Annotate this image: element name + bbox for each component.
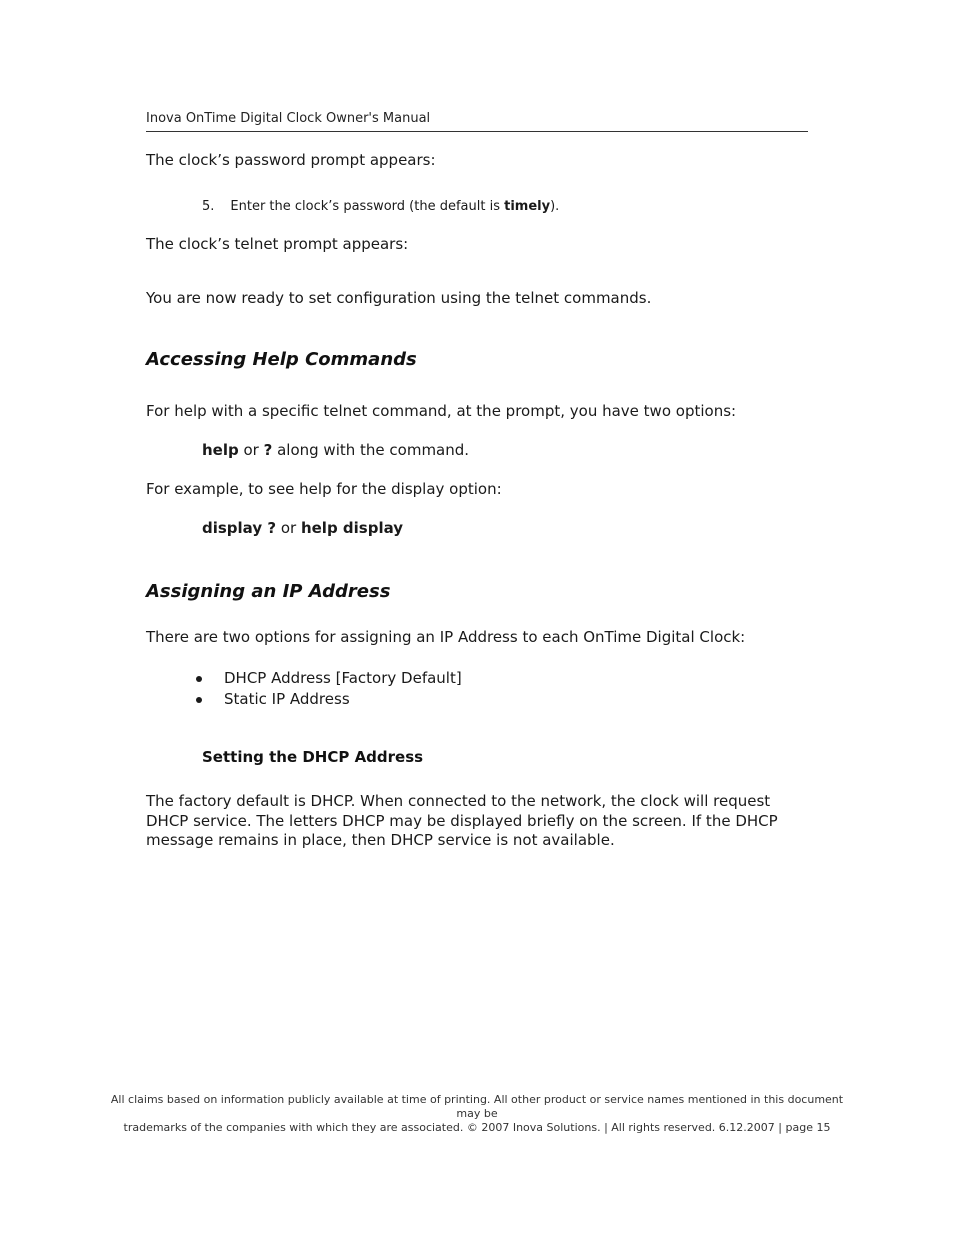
help-option-or: or bbox=[238, 441, 264, 459]
telnet-prompt-text: The clock’s telnet prompt appears: bbox=[146, 235, 409, 253]
list-item bbox=[196, 669, 462, 690]
ip-address-heading: Assigning an IP Address bbox=[146, 581, 391, 602]
help-command: help bbox=[202, 441, 239, 459]
list-item bbox=[196, 690, 462, 711]
help-intro-text: For help with a specific telnet command, at the prompt, you have two options: bbox=[146, 402, 737, 420]
step-number: 5. bbox=[202, 199, 215, 214]
dhcp-paragraph: The factory default is DHCP. When connected to the network, the clock will request DHCP service. The letters DHCP may be displayed briefly on the screen. If the DHCP message remains in place, then DHCP service is not available. bbox=[146, 792, 778, 849]
question-command: ? bbox=[263, 441, 273, 459]
step-5 bbox=[202, 198, 559, 215]
example-intro-text: For example, to see help for the display option: bbox=[146, 480, 502, 498]
bullet-icon bbox=[196, 697, 202, 703]
example-or: or bbox=[276, 519, 301, 537]
running-header: Inova OnTime Digital Clock Owner's Manual bbox=[146, 111, 431, 126]
step-text-before: Enter the clock’s password (the default is bbox=[230, 199, 505, 214]
page-footer bbox=[100, 1093, 854, 1135]
password-prompt-text: The clock’s password prompt appears: bbox=[146, 151, 436, 169]
example-command-2: help display bbox=[300, 519, 404, 537]
step-text-after: ). bbox=[550, 199, 560, 214]
header-divider bbox=[146, 131, 808, 132]
help-option-rest: along with the command. bbox=[272, 441, 470, 459]
list-item-text: Static IP Address bbox=[224, 690, 350, 708]
ready-text: You are now ready to set configuration using the telnet commands. bbox=[146, 289, 652, 307]
dhcp-subheading: Setting the DHCP Address bbox=[202, 748, 424, 766]
footer-line-1: All claims based on information publicly available at time of printing. All other product or service names mentioned in this document may be bbox=[110, 1093, 844, 1120]
example-line bbox=[202, 519, 403, 538]
footer-line-2: trademarks of the companies with which they are associated. © 2007 Inova Solutions. | All rights reserved. 6.12.2007 | page 15 bbox=[123, 1121, 831, 1134]
help-option-line bbox=[202, 441, 469, 460]
list-item-text: DHCP Address [Factory Default] bbox=[224, 669, 462, 687]
help-commands-heading: Accessing Help Commands bbox=[146, 349, 417, 370]
example-command-1: display ? bbox=[202, 519, 277, 537]
ip-options-list bbox=[196, 669, 462, 711]
bullet-icon bbox=[196, 676, 202, 682]
ip-intro-text: There are two options for assigning an IP Address to each OnTime Digital Clock: bbox=[146, 628, 746, 646]
default-password: timely bbox=[504, 199, 551, 214]
